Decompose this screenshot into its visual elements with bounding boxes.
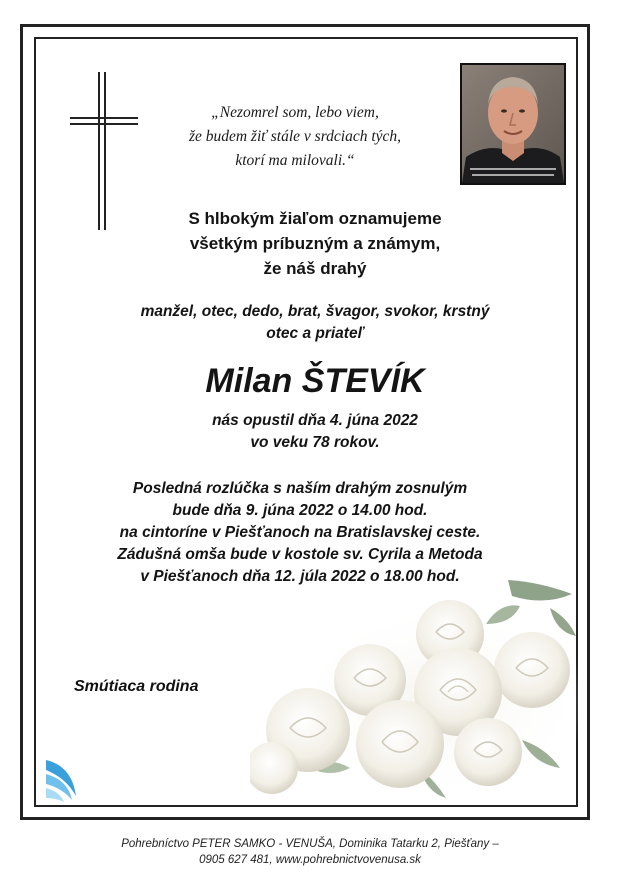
- family-signature: Smútiaca rodina: [74, 678, 199, 695]
- memorial-quote: [150, 101, 440, 173]
- relations-line: otec a priateľ: [266, 325, 364, 342]
- death-info-line: nás opustil dňa 4. júna 2022: [212, 412, 418, 429]
- quote-line: ktorí ma milovali.“: [235, 152, 355, 169]
- funeral-home-logo-icon: [42, 756, 82, 804]
- footer-line: Pohrebníctvo PETER SAMKO - VENUŠA, Dominika Tatarku 2, Piešťany –: [121, 838, 499, 850]
- funeral-line: Posledná rozlúčka s naším drahým zosnulým: [132, 480, 468, 497]
- quote-line: „Nezomrel som, lebo viem,: [211, 104, 379, 121]
- announcement-line: všetkým príbuzným a známym,: [189, 234, 441, 253]
- death-info: [90, 410, 540, 454]
- announcement-line: S hlbokým žiaľom oznamujeme: [188, 209, 442, 228]
- funeral-line: bude dňa 9. júna 2022 o 14.00 hod.: [172, 502, 428, 519]
- relations-text: [90, 301, 540, 345]
- funeral-line: v Piešťanoch dňa 12. júla 2022 o 18.00 hod.: [140, 568, 460, 585]
- funeral-line: Zádušná omša bude v kostole sv. Cyrila a Metoda: [117, 546, 483, 563]
- portrait-photo: [460, 63, 566, 185]
- funeral-home-footer: [0, 836, 620, 868]
- relations-line: manžel, otec, dedo, brat, švagor, svokor, krstný: [140, 303, 490, 320]
- announcement-line: že náš drahý: [263, 259, 367, 278]
- white-roses-image: [250, 572, 578, 808]
- death-info-line: vo veku 78 rokov.: [250, 434, 380, 451]
- funeral-line: na cintoríne v Piešťanoch na Bratislavskej ceste.: [119, 524, 481, 541]
- quote-line: že budem žiť stále v srdciach tých,: [188, 128, 402, 145]
- footer-line: 0905 627 481, www.pohrebnictvovenusa.sk: [199, 854, 421, 866]
- deceased-name: Milan ŠTEVÍK: [205, 362, 425, 400]
- announcement-text: [90, 206, 540, 281]
